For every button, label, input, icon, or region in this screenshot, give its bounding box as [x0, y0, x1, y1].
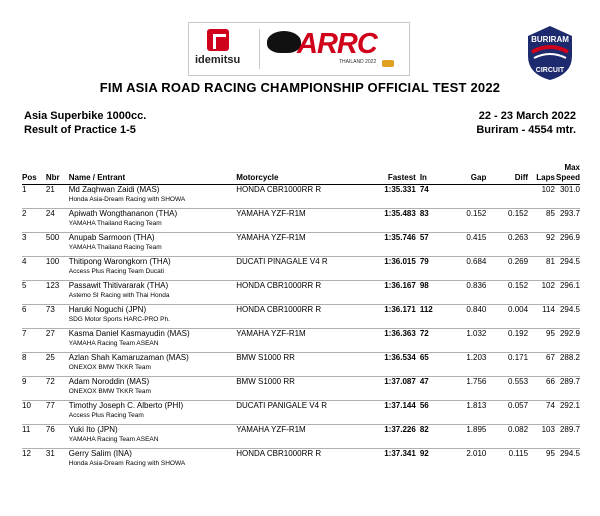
table-header-row — [22, 163, 580, 185]
entrant-team: YAMAHA Thailand Racing Team — [68, 244, 162, 251]
cell-diff: 0.115 — [508, 449, 529, 458]
rider-name: Gerry Salim (INA) — [68, 449, 132, 458]
cell-motorcycle: DUCATI PANIGALE V4 R — [236, 401, 328, 410]
cell-fastest: 1:36.015 — [384, 257, 416, 266]
cell-pos: 1 — [22, 185, 27, 194]
idemitsu-logo-text: idemitsu — [195, 54, 241, 66]
cell-motorcycle: HONDA CBR1000RR R — [236, 185, 322, 194]
cell-name — [69, 449, 236, 473]
col-in: In — [419, 173, 427, 182]
session-label: Result of Practice 1-5 — [24, 124, 136, 136]
cell-fastest: 1:36.363 — [384, 329, 416, 338]
cell-gap: 0.415 — [466, 233, 487, 242]
cell-gap: 1.895 — [466, 425, 487, 434]
cell-nbr: 123 — [45, 281, 60, 290]
cell-nbr: 72 — [45, 377, 55, 386]
cell-in: 65 — [419, 353, 429, 362]
cell-nbr: 500 — [45, 233, 60, 242]
cell-laps: 114 — [542, 305, 555, 314]
cell-pos: 4 — [22, 257, 27, 266]
cell-in: 98 — [419, 281, 429, 290]
col-max-speed — [555, 163, 580, 185]
cell-diff: 0.152 — [508, 209, 529, 218]
cell-max-speed: 296.1 — [559, 281, 580, 290]
col-gap: Gap — [470, 173, 487, 182]
entrant-team: YAMAHA Racing Team ASEAN — [68, 340, 159, 347]
rider-name: Timothy Joseph C. Alberto (PHI) — [68, 401, 184, 410]
col-motorcycle: Motorcycle — [236, 173, 279, 182]
table-row — [22, 401, 580, 425]
cell-gap: 0.840 — [466, 305, 487, 314]
cell-motorcycle: HONDA CBR1000RR R — [236, 305, 322, 314]
arrc-logo-subtext: THAILAND 2022 — [339, 59, 377, 65]
cell-motorcycle: DUCATI PINAGALE V4 R — [236, 257, 328, 266]
entrant-team: Access Plus Racing Team — [68, 412, 144, 419]
table-row — [22, 185, 580, 209]
cell-fastest: 1:35.746 — [384, 233, 416, 242]
cell-gap: 0.152 — [466, 209, 487, 218]
cell-max-speed: 296.9 — [559, 233, 580, 242]
cell-nbr: 100 — [45, 257, 60, 266]
cell-diff: 0.553 — [508, 377, 529, 386]
cell-max-speed: 294.5 — [559, 449, 580, 458]
entrant-team: YAMAHA Thailand Racing Team — [68, 220, 162, 227]
col-nbr: Nbr — [45, 173, 60, 182]
cell-fastest: 1:35.331 — [384, 185, 416, 194]
cell-gap — [445, 185, 487, 209]
cell-name — [69, 209, 236, 233]
cell-pos: 10 — [22, 401, 31, 410]
rider-silhouette-icon — [267, 31, 301, 53]
cell-pos: 5 — [22, 281, 27, 290]
table-row — [22, 305, 580, 329]
cell-nbr: 27 — [45, 329, 55, 338]
cell-fastest: 1:35.483 — [384, 209, 416, 218]
cell-max-speed: 293.7 — [559, 209, 580, 218]
cell-name — [69, 257, 236, 281]
cell-in: 79 — [419, 257, 429, 266]
cell-nbr: 25 — [45, 353, 55, 362]
cell-laps: 103 — [541, 425, 555, 434]
cell-fastest: 1:37.341 — [384, 449, 416, 458]
rider-name: Apiwath Wongthananon (THA) — [68, 209, 178, 218]
table-row — [22, 233, 580, 257]
rider-name: Adam Noroddin (MAS) — [68, 377, 150, 386]
cell-max-speed: 294.5 — [559, 305, 580, 314]
cell-in: 47 — [419, 377, 429, 386]
cell-laps: 74 — [546, 401, 555, 410]
cell-fastest: 1:36.534 — [384, 353, 416, 362]
cell-motorcycle: YAMAHA YZF-R1M — [236, 329, 306, 338]
cell-laps: 102 — [541, 185, 555, 194]
cell-max-speed: 288.2 — [559, 353, 580, 362]
col-fastest: Fastest — [387, 173, 416, 182]
cell-pos: 9 — [22, 377, 27, 386]
cell-diff: 0.152 — [508, 281, 529, 290]
cell-diff: 0.004 — [508, 305, 529, 314]
cell-max-speed: 289.7 — [559, 425, 580, 434]
cell-in: 74 — [419, 185, 429, 194]
entrant-team: YAMAHA Racing Team ASEAN — [68, 436, 159, 443]
cell-pos: 6 — [22, 305, 27, 314]
logo-divider — [259, 29, 260, 69]
cell-gap: 1.032 — [466, 329, 487, 338]
cell-in: 112 — [419, 305, 433, 314]
cell-in: 56 — [419, 401, 429, 410]
entrant-team: Astemo SI Racing with Thai Honda — [68, 292, 170, 299]
table-row — [22, 281, 580, 305]
idemitsu-logo-icon — [207, 29, 229, 51]
cell-gap: 2.010 — [466, 449, 487, 458]
cell-max-speed: 301.0 — [559, 185, 580, 194]
cell-diff — [486, 185, 528, 209]
category-label: Asia Superbike 1000cc. — [24, 110, 147, 122]
results-table — [22, 163, 580, 473]
cell-max-speed: 289.7 — [559, 377, 580, 386]
cell-max-speed: 292.9 — [559, 329, 580, 338]
entrant-team: Access Plus Racing Team Ducati — [68, 268, 165, 275]
cell-fastest: 1:36.167 — [384, 281, 416, 290]
cell-name — [69, 305, 236, 329]
cell-gap: 1.813 — [466, 401, 487, 410]
col-name: Name / Entrant — [68, 173, 126, 182]
cell-motorcycle: YAMAHA YZF-R1M — [236, 425, 306, 434]
cell-laps: 67 — [546, 353, 555, 362]
cell-name — [69, 281, 236, 305]
rider-name: Yuki Ito (JPN) — [68, 425, 118, 434]
col-max-speed-line1: Max — [564, 163, 580, 172]
cell-motorcycle: BMW S1000 RR — [236, 353, 295, 362]
cell-nbr: 73 — [45, 305, 55, 314]
cell-name — [69, 401, 236, 425]
cell-laps: 81 — [546, 257, 555, 266]
cell-laps: 92 — [546, 233, 555, 242]
cell-diff: 0.057 — [508, 401, 529, 410]
rider-name: Md Zaqhwan Zaidi (MAS) — [68, 185, 160, 194]
circuit-logo-text: CIRCUIT — [535, 67, 565, 74]
cell-laps: 66 — [546, 377, 555, 386]
cell-nbr: 31 — [45, 449, 55, 458]
cell-laps: 85 — [546, 209, 555, 218]
cell-name — [69, 353, 236, 377]
entrant-team: Honda Asia-Dream Racing with SHOWA — [68, 196, 186, 203]
arrc-badge-icon — [382, 60, 394, 67]
entrant-team: ONEXOX BMW TKKR Team — [68, 388, 151, 395]
buriram-circuit-logo — [518, 22, 582, 82]
cell-in: 72 — [419, 329, 429, 338]
entrant-team: SDG Motor Sports HARC-PRO Ph. — [68, 316, 170, 323]
cell-gap: 0.836 — [466, 281, 487, 290]
cell-motorcycle: YAMAHA YZF-R1M — [236, 209, 306, 218]
cell-diff: 0.192 — [508, 329, 529, 338]
cell-motorcycle: HONDA CBR1000RR R — [236, 449, 322, 458]
table-row — [22, 425, 580, 449]
cell-name — [69, 233, 236, 257]
entrant-team: ONEXOX BMW TKKR Team — [68, 364, 151, 371]
results-table-body — [22, 185, 580, 473]
cell-in: 83 — [419, 209, 429, 218]
rider-name: Passawit Thitivararak (THA) — [68, 281, 169, 290]
cell-diff: 0.082 — [508, 425, 529, 434]
cell-laps: 95 — [546, 329, 555, 338]
venue-label: Buriram - 4554 mtr. — [476, 124, 576, 136]
table-row — [22, 257, 580, 281]
cell-laps: 102 — [541, 281, 555, 290]
cell-nbr: 24 — [45, 209, 55, 218]
cell-diff: 0.269 — [508, 257, 529, 266]
cell-motorcycle: YAMAHA YZF-R1M — [236, 233, 306, 242]
col-max-speed-line2: Speed — [555, 173, 580, 182]
sponsor-logo-banner — [188, 22, 410, 76]
cell-nbr: 21 — [45, 185, 55, 194]
rider-name: Anupab Sarmoon (THA) — [68, 233, 155, 242]
table-row — [22, 449, 580, 473]
cell-fastest: 1:36.171 — [384, 305, 416, 314]
cell-pos: 11 — [22, 425, 31, 434]
cell-name — [69, 377, 236, 401]
cell-name — [69, 185, 236, 209]
rider-name: Azlan Shah Kamaruzaman (MAS) — [68, 353, 189, 362]
cell-name — [69, 329, 236, 353]
col-laps: Laps — [536, 173, 555, 182]
cell-motorcycle: BMW S1000 RR — [236, 377, 295, 386]
cell-max-speed: 294.5 — [559, 257, 580, 266]
entrant-team: Honda Asia-Dream Racing with SHOWA — [68, 460, 186, 467]
cell-nbr: 76 — [45, 425, 55, 434]
buriram-logo-text: BURIRAM — [531, 35, 569, 44]
arrc-logo-text: ARRC — [297, 28, 377, 60]
cell-pos: 2 — [22, 209, 27, 218]
rider-name: Kasma Daniel Kasmayudin (MAS) — [68, 329, 190, 338]
cell-in: 57 — [419, 233, 429, 242]
document-title: FIM ASIA ROAD RACING CHAMPIONSHIP OFFICIAL TEST 2022 — [99, 80, 501, 95]
cell-gap: 1.756 — [466, 377, 487, 386]
cell-gap: 0.684 — [466, 257, 487, 266]
event-date: 22 - 23 March 2022 — [478, 110, 576, 122]
cell-pos: 3 — [22, 233, 27, 242]
cell-fastest: 1:37.087 — [384, 377, 416, 386]
rider-name: Haruki Noguchi (JPN) — [68, 305, 147, 314]
cell-gap: 1.203 — [466, 353, 487, 362]
rider-name: Thitipong Warongkorn (THA) — [68, 257, 171, 266]
col-pos: Pos — [22, 173, 37, 182]
cell-max-speed: 292.1 — [559, 401, 580, 410]
col-diff: Diff — [514, 173, 529, 182]
cell-fastest: 1:37.226 — [384, 425, 416, 434]
cell-in: 82 — [419, 425, 429, 434]
cell-motorcycle: HONDA CBR1000RR R — [236, 281, 322, 290]
cell-in: 92 — [419, 449, 429, 458]
cell-diff: 0.171 — [508, 353, 529, 362]
table-row — [22, 353, 580, 377]
cell-diff: 0.263 — [508, 233, 529, 242]
cell-pos: 8 — [22, 353, 27, 362]
table-row — [22, 209, 580, 233]
cell-pos: 12 — [22, 449, 31, 458]
cell-nbr: 77 — [45, 401, 55, 410]
table-row — [22, 377, 580, 401]
cell-fastest: 1:37.144 — [384, 401, 416, 410]
cell-laps: 95 — [546, 449, 555, 458]
cell-pos: 7 — [22, 329, 27, 338]
cell-name — [69, 425, 236, 449]
table-row — [22, 329, 580, 353]
